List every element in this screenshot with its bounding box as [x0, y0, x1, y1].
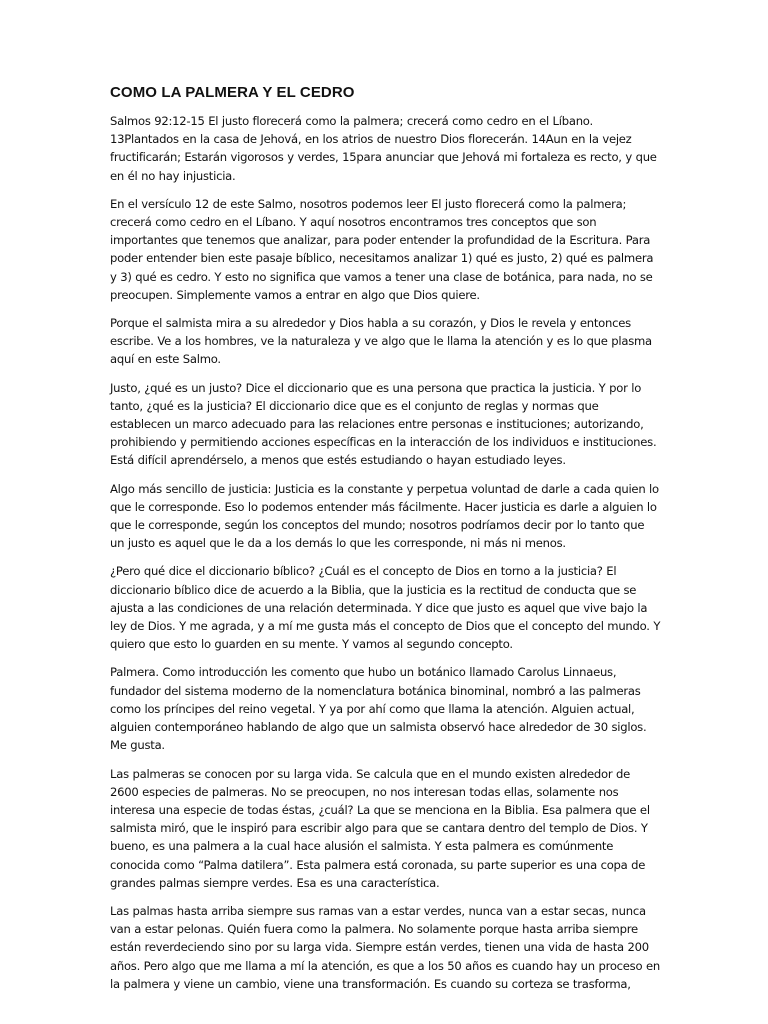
- paragraph-justicia-simple: Algo más sencillo de justicia: Justicia es la constante y perpetua voluntad de darle a cada quien lo que le corresponde. Eso lo podemos entender más fácilmente. Hacer justicia es darle a alguien lo que le corresponde, según los conceptos del mundo; nosotros podríamos decir por lo tanto que un justo es aquel que le da a los demás lo que les corresponde, ni más ni menos.: [110, 481, 659, 551]
- paragraph-psalm-quote: Salmos 92:12-15 El justo florecerá como la palmera; crecerá como cedro en el Líbano. 13Plantados en la casa de Jehová, en los atrios de nuestro Dios florecerán. 14Aun en la vejez fructificarán; Estarán vigorosos y verdes, 15para anunciar que Jehová mi fortaleza es recto, y que en él no hay injusticia.: [110, 114, 657, 183]
- paragraph-psalmist: Porque el salmista mira a su alrededor y Dios habla a su corazón, y Dios le revela y entonces escribe. Ve a los hombres, ve la naturaleza y ve algo que le llama la atención y es lo que plasma aquí en este Salmo.: [110, 316, 652, 367]
- document-title: COMO LA PALMERA Y EL CEDRO: [110, 84, 355, 101]
- paragraph-palmeras-vida: Las palmeras se conocen por su larga vida. Se calcula que en el mundo existen alrededor de 2600 especies de palmeras. No se preocupen, no nos interesan todas ellas, solamente nos interesa una especie de todas éstas, ¿cuál? La que se menciona en la Biblia. Esa palmera que el salmista miró, que le inspiró para escribir algo para que se cantara dentro del templo de Dios. Y bueno, es una palmera a la cual hace alusión el salmista. Y esta palmera es comúnmente conocida como “Palma datilera”. Esta palmera está coronada, su parte superior es una copa de grandes palmas siempre verdes. Esa es una característica.: [110, 766, 650, 890]
- paragraph-diccionario-biblico: ¿Pero qué dice el diccionario bíblico? ¿Cuál es el concepto de Dios en torno a la justicia? El diccionario bíblico dice de acuerdo a la Biblia, que la justicia es la rectitud de conducta que se ajusta a las condiciones de una relación determinada. Y dice que justo es aquel que vive bajo la ley de Dios. Y me agrada, y a mí me gusta más el concepto de Dios que el concepto del mundo. Y quiero que esto lo guarden en su mente. Y vamos al segundo concepto.: [110, 564, 661, 652]
- paragraph-justo: Justo, ¿qué es un justo? Dice el diccionario que es una persona que practica la justicia. Y por lo tanto, ¿qué es la justicia? El diccionario dice que es el conjunto de reglas y normas que establecen un marco adecuado para las relaciones entre personas e instituciones; autorizando, prohibiendo y permitiendo acciones específicas en la interacción de los individuos e instituciones. Está difícil aprendérselo, a menos que estés estudiando o hayan estudiado leyes.: [110, 380, 657, 468]
- paragraph-palmera: Palmera. Como introducción les comento que hubo un botánico llamado Carolus Linnaeus, fundador del sistema moderno de la nomenclatura botánica binominal, nombró a las palmeras como los príncipes del reino vegetal. Y ya por ahí como que llama la atención. Alguien actual, alguien contemporáneo hablando de algo que un salmista observó hace alrededor de 30 siglos. Me gusta.: [110, 665, 647, 753]
- paragraph-three-concepts: En el versículo 12 de este Salmo, nosotros podemos leer El justo florecerá como la palmera; crecerá como cedro en el Líbano. Y aquí nosotros encontramos tres conceptos que son importantes que tenemos que analizar, para poder entender la profundidad de la Escritura. Para poder entender bien este pasaje bíblico, necesitamos analizar 1) qué es justo, 2) qué es palmera y 3) qué es cedro. Y esto no significa que vamos a tener una clase de botánica, para nada, no se preocupen. Simplemente vamos a entrar en algo que Dios quiere.: [110, 196, 654, 302]
- document-body: [110, 84, 662, 1003]
- paragraph-palmas-verdes: Las palmas hasta arriba siempre sus ramas van a estar verdes, nunca van a estar secas, nunca van a estar pelonas. Quién fuera como la palmera. No solamente porque hasta arriba siempre están reverdeciendo sino por su larga vida. Siempre están verdes, tienen una vida de hasta 200 años. Pero algo que me llama a mí la atención, es que a los 50 años es cuando hay un proceso en la palmera y viene un cambio, viene una transformación. Es cuando su corteza se trasforma,: [110, 903, 660, 991]
